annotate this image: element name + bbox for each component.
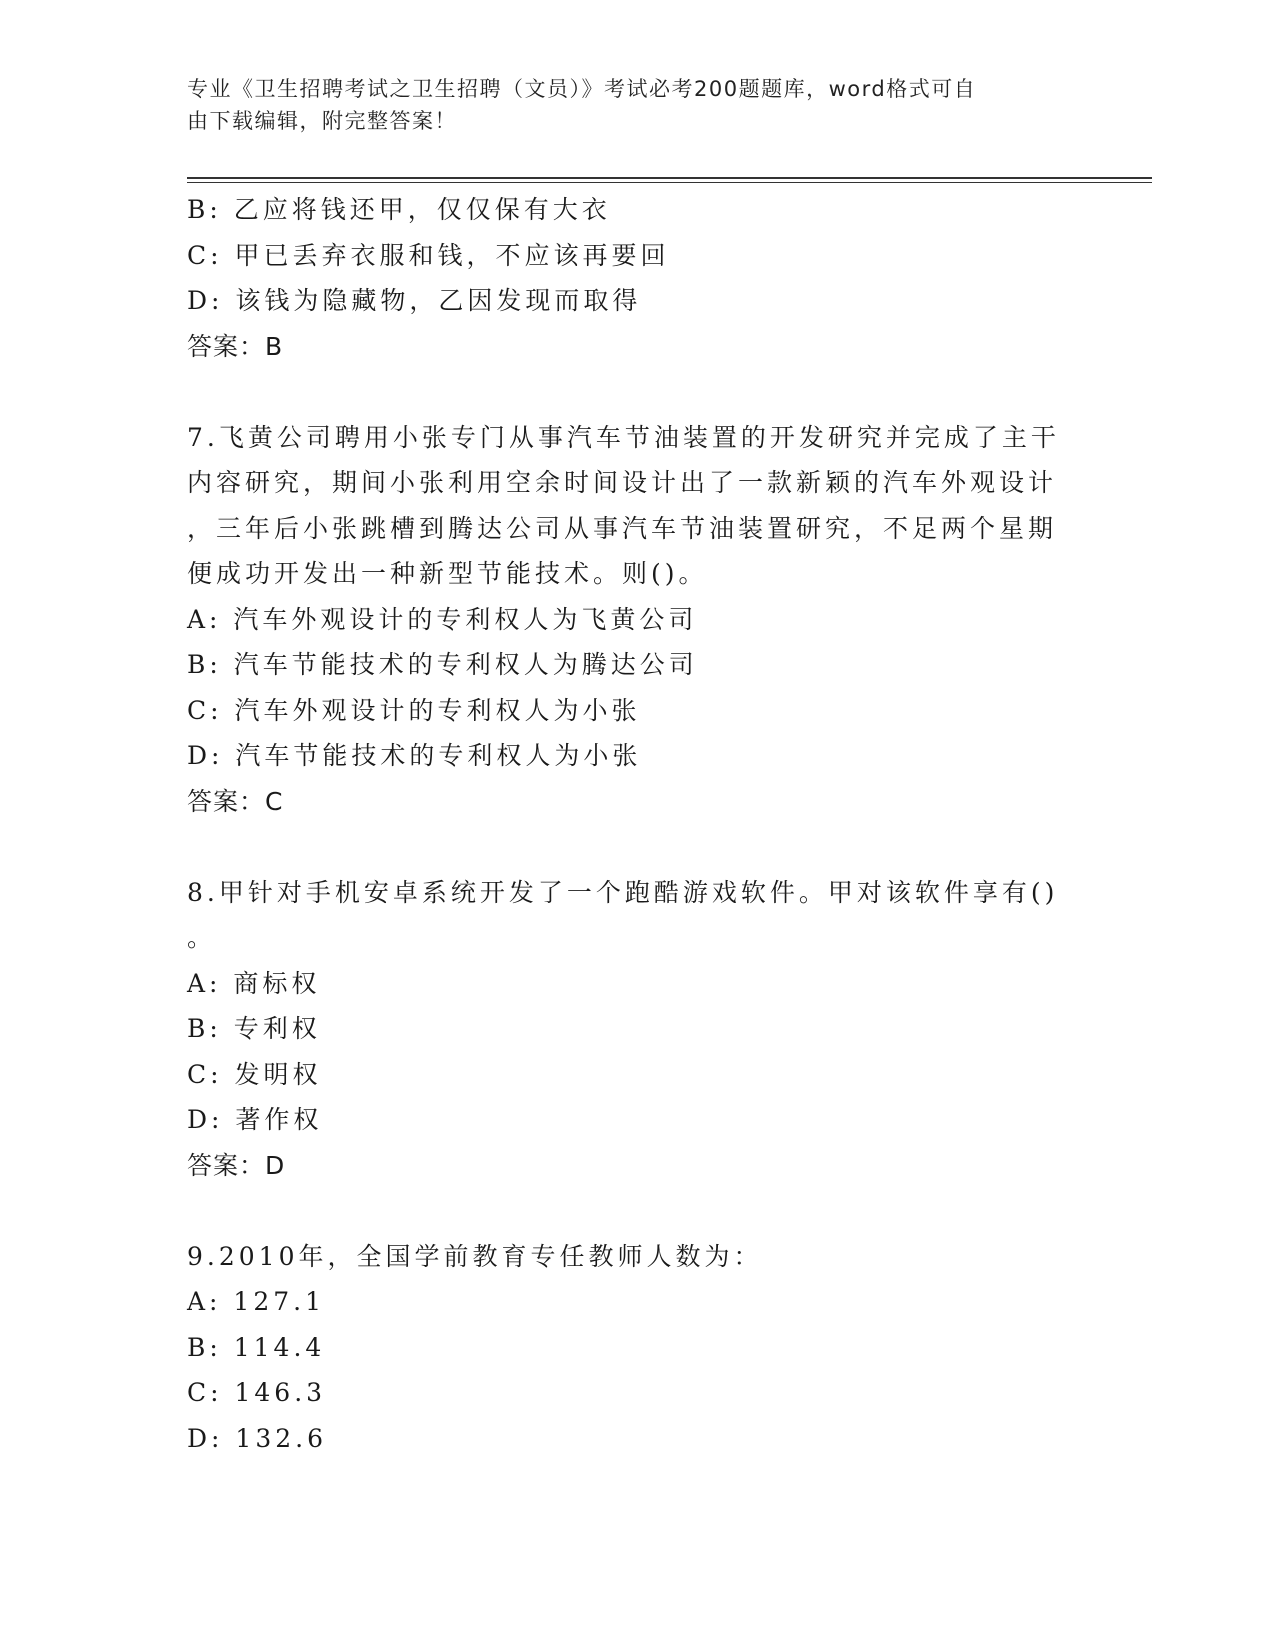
question-7-line: ，三年后小张跳槽到腾达公司从事汽车节油装置研究，不足两个星期 <box>187 513 1058 543</box>
option-c: C: 甲已丢弃衣服和钱，不应该再要回 <box>187 240 670 270</box>
option-c: C: 发明权 <box>187 1059 322 1089</box>
option-d: D: 著作权 <box>187 1105 323 1134</box>
question-content <box>187 187 1087 1461</box>
question-7-line: 7.飞黄公司聘用小张专门从事汽车节油装置的开发研究并完成了主干 <box>187 422 1060 452</box>
question-8-line: 。 <box>187 923 217 952</box>
spacer <box>187 824 1087 870</box>
option-a: A: 127.1 <box>187 1287 325 1316</box>
question-6-answer: 答案：B <box>187 331 284 361</box>
option-b: B: 114.4 <box>187 1332 326 1362</box>
header-rule-thick <box>187 177 1152 179</box>
option-d: D: 该钱为隐藏物，乙因发现而取得 <box>187 286 642 315</box>
question-6-options <box>187 187 1087 324</box>
question-7-line: 便成功开发出一种新型节能技术。则()。 <box>187 559 708 588</box>
option-a: A: 汽车外观设计的专利权人为飞黄公司 <box>187 604 698 634</box>
option-a: A: 商标权 <box>187 968 321 998</box>
option-b: B: 汽车节能技术的专利权人为腾达公司 <box>187 650 698 679</box>
option-b: B: 乙应将钱还甲，仅仅保有大衣 <box>187 195 611 224</box>
option-c: C: 汽车外观设计的专利权人为小张 <box>187 695 641 725</box>
document-header <box>187 73 1067 137</box>
question-9-line: 9.2010年，全国学前教育专任教师人数为： <box>187 1241 763 1271</box>
option-d: D: 汽车节能技术的专利权人为小张 <box>187 741 642 770</box>
question-7 <box>187 415 1087 825</box>
question-7-line: 内容研究，期间小张利用空余时间设计出了一款新颖的汽车外观设计 <box>187 468 1058 497</box>
question-8-line: 8.甲针对手机安卓系统开发了一个跑酷游戏软件。甲对该软件享有() <box>187 877 1059 907</box>
option-c: C: 146.3 <box>187 1378 327 1407</box>
question-9 <box>187 1234 1087 1462</box>
spacer <box>187 1188 1087 1234</box>
question-8 <box>187 870 1087 1189</box>
option-b: B: 专利权 <box>187 1014 321 1043</box>
header-line-2: 由下载编辑，附完整答案！ <box>187 109 457 133</box>
question-7-answer: 答案：C <box>187 786 284 816</box>
spacer <box>187 369 1087 415</box>
header-rule-thin <box>187 182 1152 183</box>
question-8-answer: 答案：D <box>187 1150 286 1180</box>
option-d: D: 132.6 <box>187 1423 327 1453</box>
header-line-1: 专业《卫生招聘考试之卫生招聘（文员）》考试必考200题题库，word格式可自 <box>187 77 977 101</box>
